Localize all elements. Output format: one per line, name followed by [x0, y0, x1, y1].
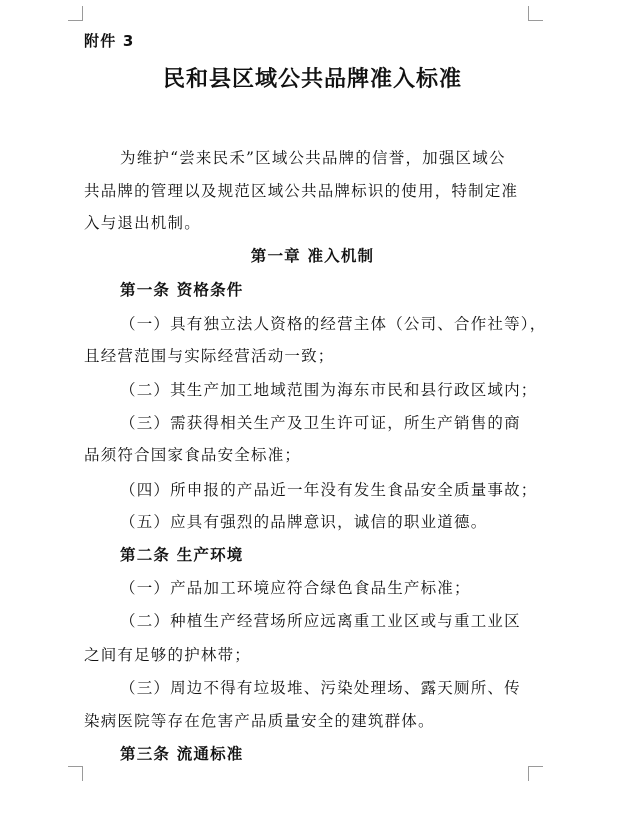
intro-paragraph-line: 共品牌的管理以及规范区域公共品牌标识的使用，特制定准	[84, 182, 519, 200]
article-item-line: 染病医院等存在危害产品质量安全的建筑群体。	[84, 712, 435, 730]
margin-corner-mark	[528, 6, 543, 21]
article-item-line: （一）具有独立法人资格的经营主体（公司、合作社等），	[120, 315, 547, 333]
article-heading: 第二条 生产环境	[120, 546, 244, 564]
intro-paragraph-line: 为维护“尝来民禾”区域公共品牌的信誉，加强区域公	[120, 149, 506, 167]
article-heading: 第三条 流通标准	[120, 745, 244, 763]
article-item-line: （五）应具有强烈的品牌意识，诚信的职业道德。	[120, 513, 488, 531]
article-item-line: 且经营范围与实际经营活动一致；	[84, 347, 335, 365]
article-heading: 第一条 资格条件	[120, 281, 244, 299]
margin-corner-mark	[68, 766, 83, 781]
article-item-line: （三）需获得相关生产及卫生许可证，所生产销售的商	[120, 414, 521, 432]
article-item-line: 品须符合国家食品安全标准；	[84, 446, 302, 464]
margin-corner-mark	[528, 766, 543, 781]
chapter-heading: 第一章 准入机制	[250, 247, 375, 265]
article-item-line: （四）所申报的产品近一年没有发生食品安全质量事故；	[120, 481, 538, 499]
article-item-line: （三）周边不得有垃圾堆、污染处理场、露天厕所、传	[120, 679, 521, 697]
article-item-line: （二）种植生产经营场所应远离重工业区或与重工业区	[120, 612, 521, 630]
article-item-line: （二）其生产加工地域范围为海东市民和县行政区域内；	[120, 381, 538, 399]
attachment-label: 附件 3	[84, 32, 135, 50]
article-item-line: 之间有足够的护林带；	[84, 646, 252, 664]
margin-corner-mark	[68, 6, 83, 21]
document-title: 民和县区域公共品牌准入标准	[162, 67, 462, 92]
article-item-line: （一）产品加工环境应符合绿色食品生产标准；	[120, 579, 471, 597]
intro-paragraph-line: 入与退出机制。	[84, 214, 201, 232]
